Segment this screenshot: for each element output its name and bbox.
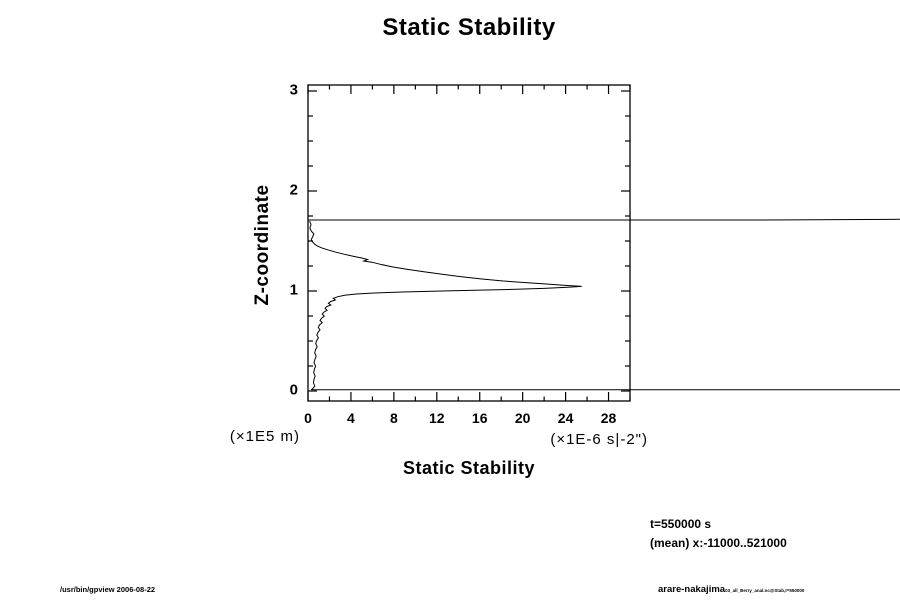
series-upper-horizontal-line xyxy=(308,219,900,220)
footer-source-sub: 03_all_Berry_anal.nc@Stab,t=550000 xyxy=(725,588,805,593)
x-axis-unit-label: (×1E-6 s|-2") xyxy=(550,431,648,448)
y-axis-unit-label: (×1E5 m) xyxy=(229,428,300,445)
y-tick-label: 2 xyxy=(289,181,298,199)
y-tick-label: 0 xyxy=(289,381,298,399)
footer-source-stamp xyxy=(658,584,804,595)
y-tick-label: 3 xyxy=(289,81,298,99)
x-tick-label: 4 xyxy=(347,410,355,426)
footer-command-stamp: /usr/bin/gpview 2006-08-22 xyxy=(60,585,156,594)
x-tick-label: 8 xyxy=(389,410,398,426)
y-axis-title: Z-coordinate xyxy=(252,184,273,306)
x-axis-title: Static Stability xyxy=(402,458,536,478)
y-tick-label: 1 xyxy=(289,281,298,299)
x-tick-label: 16 xyxy=(471,410,488,426)
series-stability-profile xyxy=(310,221,582,390)
x-tick-label: 20 xyxy=(514,410,531,426)
x-tick-label: 28 xyxy=(600,410,617,426)
footer-source-main: arare-nakajima xyxy=(658,584,726,595)
chart-title: Static Stability xyxy=(382,14,556,41)
mean-range-annotation: (mean) x:-11000..521000 xyxy=(650,536,787,550)
time-annotation: t=550000 s xyxy=(650,517,712,531)
x-tick-label: 12 xyxy=(429,410,445,426)
x-tick-label: 0 xyxy=(304,410,312,426)
plot-frame xyxy=(308,85,630,401)
x-tick-label: 24 xyxy=(557,410,574,426)
